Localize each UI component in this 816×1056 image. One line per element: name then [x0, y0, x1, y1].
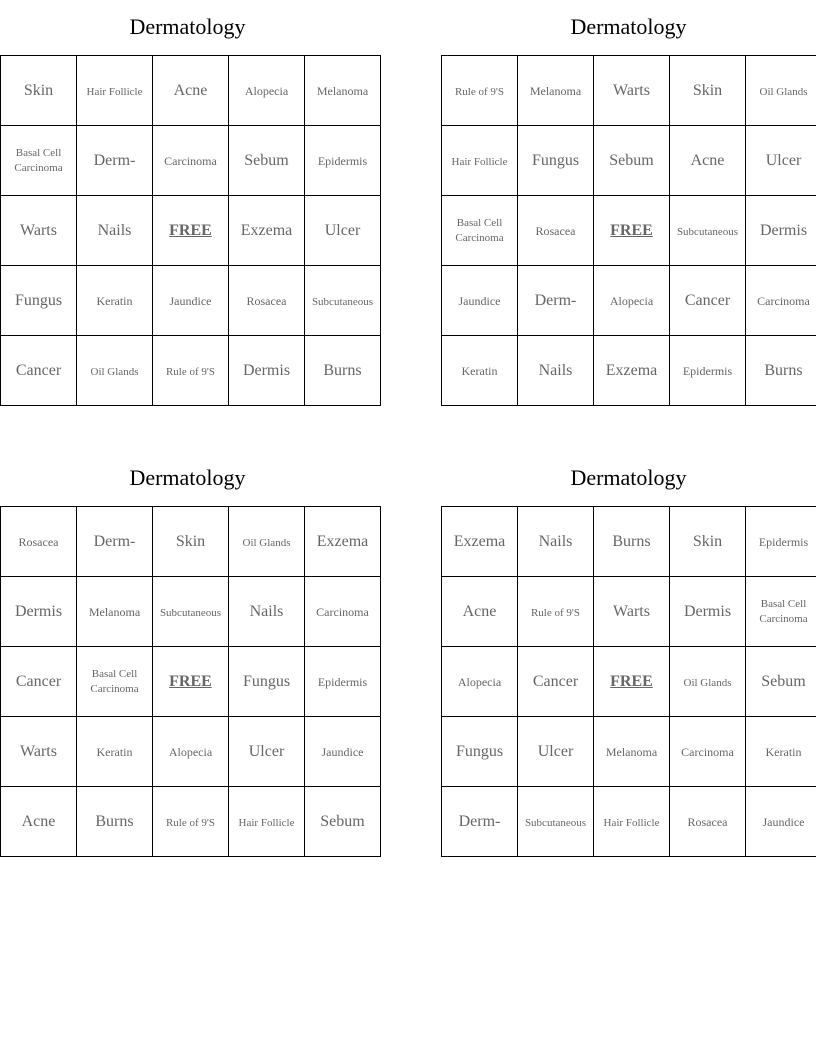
cell-label: Fungus [455, 742, 504, 760]
bingo-cell [746, 266, 816, 336]
bingo-cell [153, 336, 229, 406]
cell-label: Subcutaneous [676, 225, 739, 238]
cell-label: Fungus [242, 672, 291, 690]
bingo-cell [153, 787, 229, 857]
bingo-cell [518, 196, 594, 266]
cell-label: Alopecia [244, 83, 289, 98]
cell-label: Acne [173, 81, 208, 99]
bingo-cell [77, 507, 153, 577]
cell-label: Keratin [96, 744, 133, 759]
bingo-cell [594, 717, 670, 787]
bingo-cell [229, 196, 305, 266]
cell-label: Hair Follicle [451, 155, 508, 168]
bingo-cell [518, 336, 594, 406]
bingo-cell [229, 577, 305, 647]
card-title: Dermatology [570, 14, 687, 39]
cell-label: Epidermis [317, 153, 368, 168]
cell-label: Burns [612, 532, 651, 550]
cell-label: Alopecia [168, 744, 213, 759]
bingo-cell [229, 717, 305, 787]
cell-label: Burns [95, 812, 134, 830]
cell-label: Melanoma [316, 83, 369, 98]
grid-row [1, 126, 381, 196]
bingo-cell [1, 577, 77, 647]
cell-label: Dermis [759, 221, 808, 239]
bingo-cell [229, 266, 305, 336]
grid-row [1, 336, 381, 406]
bingo-cell [594, 647, 670, 717]
cell-label: Oil Glands [683, 676, 732, 689]
cell-label: Alopecia [609, 293, 654, 308]
bingo-cell [77, 56, 153, 126]
bingo-cell [305, 717, 381, 787]
bingo-cell [1, 196, 77, 266]
bingo-cell [670, 126, 746, 196]
cell-label: Derm- [93, 532, 136, 550]
cell-label: Oil Glands [759, 85, 808, 98]
bingo-cell [1, 336, 77, 406]
cell-label: Exzema [240, 221, 293, 239]
free-space-label: FREE [169, 672, 212, 690]
cell-label: Nails [97, 221, 132, 239]
cell-label: Carcinoma [164, 153, 217, 168]
bingo-cell [1, 787, 77, 857]
bingo-cell [77, 647, 153, 717]
bingo-cell [305, 336, 381, 406]
cell-label: Epidermis [682, 363, 733, 378]
bingo-cell [594, 196, 670, 266]
bingo-grid [441, 506, 816, 857]
cell-label: Exzema [605, 361, 658, 379]
cell-label: Melanoma [88, 604, 141, 619]
cell-label: Rule of 9'S [530, 606, 581, 619]
bingo-cell [305, 56, 381, 126]
bingo-cell [305, 266, 381, 336]
grid-row [1, 647, 381, 717]
cell-label: Sebum [244, 151, 289, 169]
cell-label: Derm- [458, 812, 501, 830]
bingo-cell [746, 577, 816, 647]
cell-label: Nails [538, 532, 573, 550]
bingo-cell [594, 787, 670, 857]
cell-label: Hair Follicle [238, 816, 295, 829]
grid-row [442, 577, 816, 647]
cell-label: Warts [613, 602, 650, 620]
bingo-cell [442, 196, 518, 266]
bingo-cell [594, 126, 670, 196]
bingo-cell [153, 717, 229, 787]
cell-label: Skin [692, 81, 723, 99]
bingo-cell [670, 647, 746, 717]
bingo-cell [746, 787, 816, 857]
cell-label: Jaundice [321, 744, 364, 759]
cell-label: Fungus [531, 151, 580, 169]
cell-label: Rosacea [18, 534, 59, 549]
cell-label: Carcinoma [757, 293, 810, 308]
card-title: Dermatology [570, 465, 687, 490]
cell-label: Basal Cell Carcinoma [455, 216, 504, 244]
bingo-cell [518, 647, 594, 717]
cell-label: Dermis [242, 361, 291, 379]
bingo-cell [442, 717, 518, 787]
bingo-cell [746, 126, 816, 196]
cell-label: Melanoma [605, 744, 658, 759]
bingo-cell [442, 507, 518, 577]
grid-row [1, 266, 381, 336]
cell-label: Skin [23, 81, 54, 99]
bingo-cell [518, 126, 594, 196]
cell-label: Oil Glands [242, 536, 291, 549]
grid-row [442, 266, 816, 336]
cell-label: Acne [690, 151, 725, 169]
bingo-cell [442, 266, 518, 336]
bingo-cell [1, 717, 77, 787]
bingo-cell [1, 56, 77, 126]
bingo-card-2 [441, 13, 816, 379]
grid-row [1, 787, 381, 857]
bingo-cell [442, 336, 518, 406]
cell-label: Rule of 9'S [165, 816, 216, 829]
bingo-cell [1, 126, 77, 196]
bingo-cell [77, 126, 153, 196]
cell-label: Skin [175, 532, 206, 550]
grid-row [1, 56, 381, 126]
bingo-cell [518, 787, 594, 857]
cell-label: Skin [692, 532, 723, 550]
bingo-cell [670, 787, 746, 857]
cell-label: Keratin [96, 293, 133, 308]
bingo-cell [1, 507, 77, 577]
cell-label: Rosacea [687, 814, 728, 829]
cell-label: Ulcer [765, 151, 802, 169]
cell-label: Hair Follicle [86, 85, 143, 98]
grid-row [442, 507, 816, 577]
bingo-cell [746, 196, 816, 266]
bingo-cell [442, 787, 518, 857]
bingo-cell [229, 336, 305, 406]
cell-label: Jaundice [762, 814, 805, 829]
bingo-cell [305, 196, 381, 266]
bingo-cell [1, 266, 77, 336]
bingo-cell [229, 507, 305, 577]
bingo-cell [442, 577, 518, 647]
cell-label: Cancer [532, 672, 579, 690]
cell-label: Rule of 9'S [454, 85, 505, 98]
bingo-cell [305, 507, 381, 577]
bingo-cell [594, 577, 670, 647]
cell-label: Derm- [534, 291, 577, 309]
bingo-cell [594, 56, 670, 126]
bingo-cell [442, 126, 518, 196]
bingo-cell [77, 266, 153, 336]
grid-row [442, 647, 816, 717]
cell-label: Jaundice [169, 293, 212, 308]
cell-label: Exzema [453, 532, 506, 550]
bingo-cell [670, 507, 746, 577]
bingo-cell [746, 647, 816, 717]
bingo-cell [229, 787, 305, 857]
bingo-cell [1, 647, 77, 717]
grid-row [442, 336, 816, 406]
bingo-cell [670, 266, 746, 336]
cell-label: Burns [764, 361, 803, 379]
bingo-cell [594, 507, 670, 577]
bingo-cell [153, 577, 229, 647]
bingo-cell [594, 266, 670, 336]
grid-row [442, 56, 816, 126]
bingo-cell [518, 507, 594, 577]
bingo-card-1 [0, 13, 375, 379]
bingo-grid [441, 55, 816, 406]
grid-row [442, 787, 816, 857]
bingo-cell [518, 56, 594, 126]
grid-row [1, 577, 381, 647]
bingo-cell [77, 196, 153, 266]
cell-label: Dermis [683, 602, 732, 620]
cell-label: Warts [20, 221, 57, 239]
cell-label: Melanoma [529, 83, 582, 98]
cell-label: Sebum [761, 672, 806, 690]
cell-label: Warts [20, 742, 57, 760]
cell-label: Subcutaneous [159, 606, 222, 619]
bingo-cell [442, 647, 518, 717]
bingo-cell [670, 196, 746, 266]
cell-label: Carcinoma [681, 744, 734, 759]
bingo-cell [518, 266, 594, 336]
cell-label: Basal Cell Carcinoma [14, 146, 63, 174]
cell-label: Hair Follicle [603, 816, 660, 829]
bingo-cell [670, 56, 746, 126]
cell-label: Epidermis [758, 534, 809, 549]
cell-label: Sebum [320, 812, 365, 830]
free-space-label: FREE [169, 221, 212, 239]
cell-label: Keratin [765, 744, 802, 759]
cell-label: Rosacea [246, 293, 287, 308]
bingo-cell [77, 787, 153, 857]
bingo-card-4 [441, 464, 816, 830]
cell-label: Rosacea [535, 223, 576, 238]
cell-label: Epidermis [317, 674, 368, 689]
cell-label: Derm- [93, 151, 136, 169]
cell-label: Subcutaneous [311, 295, 374, 308]
cell-label: Cancer [684, 291, 731, 309]
cell-label: Basal Cell Carcinoma [759, 597, 808, 625]
bingo-cell [229, 126, 305, 196]
cell-label: Nails [249, 602, 284, 620]
grid-row [442, 196, 816, 266]
card-title: Dermatology [129, 14, 246, 39]
cell-label: Jaundice [458, 293, 501, 308]
cell-label: Ulcer [324, 221, 361, 239]
bingo-cell [153, 647, 229, 717]
bingo-cell [518, 717, 594, 787]
grid-row [1, 507, 381, 577]
card-title: Dermatology [129, 465, 246, 490]
bingo-cell [670, 336, 746, 406]
bingo-cell [305, 787, 381, 857]
cell-label: Dermis [14, 602, 63, 620]
cell-label: Ulcer [537, 742, 574, 760]
bingo-cell [442, 56, 518, 126]
cell-label: Subcutaneous [524, 816, 587, 829]
bingo-cell [746, 717, 816, 787]
bingo-grid [0, 506, 381, 857]
cell-label: Exzema [316, 532, 369, 550]
bingo-cell [670, 717, 746, 787]
cell-label: Basal Cell Carcinoma [90, 667, 139, 695]
cell-label: Keratin [461, 363, 498, 378]
bingo-cell [77, 717, 153, 787]
free-space-label: FREE [610, 672, 653, 690]
cell-label: Oil Glands [90, 365, 139, 378]
bingo-cell [594, 336, 670, 406]
bingo-cell [746, 56, 816, 126]
grid-row [442, 717, 816, 787]
bingo-cell [229, 56, 305, 126]
bingo-cell [153, 507, 229, 577]
cell-label: Ulcer [248, 742, 285, 760]
cell-label: Sebum [609, 151, 654, 169]
bingo-cell [153, 196, 229, 266]
bingo-cell [77, 577, 153, 647]
cell-label: Rule of 9'S [165, 365, 216, 378]
cell-label: Warts [613, 81, 650, 99]
grid-row [1, 196, 381, 266]
cell-label: Carcinoma [316, 604, 369, 619]
bingo-cell [77, 336, 153, 406]
bingo-cell [153, 56, 229, 126]
bingo-cell [670, 577, 746, 647]
cell-label: Alopecia [457, 674, 502, 689]
grid-row [1, 717, 381, 787]
bingo-cell [746, 336, 816, 406]
free-space-label: FREE [610, 221, 653, 239]
cell-label: Fungus [14, 291, 63, 309]
cell-label: Nails [538, 361, 573, 379]
bingo-cell [153, 266, 229, 336]
bingo-grid [0, 55, 381, 406]
bingo-cell [305, 647, 381, 717]
cell-label: Cancer [15, 361, 62, 379]
bingo-card-3 [0, 464, 375, 830]
cell-label: Cancer [15, 672, 62, 690]
cell-label: Acne [462, 602, 497, 620]
bingo-cell [305, 126, 381, 196]
bingo-cell [518, 577, 594, 647]
bingo-cell [305, 577, 381, 647]
bingo-cell [153, 126, 229, 196]
cell-label: Acne [21, 812, 56, 830]
bingo-cell [229, 647, 305, 717]
grid-row [442, 126, 816, 196]
bingo-cell [746, 507, 816, 577]
cell-label: Burns [323, 361, 362, 379]
